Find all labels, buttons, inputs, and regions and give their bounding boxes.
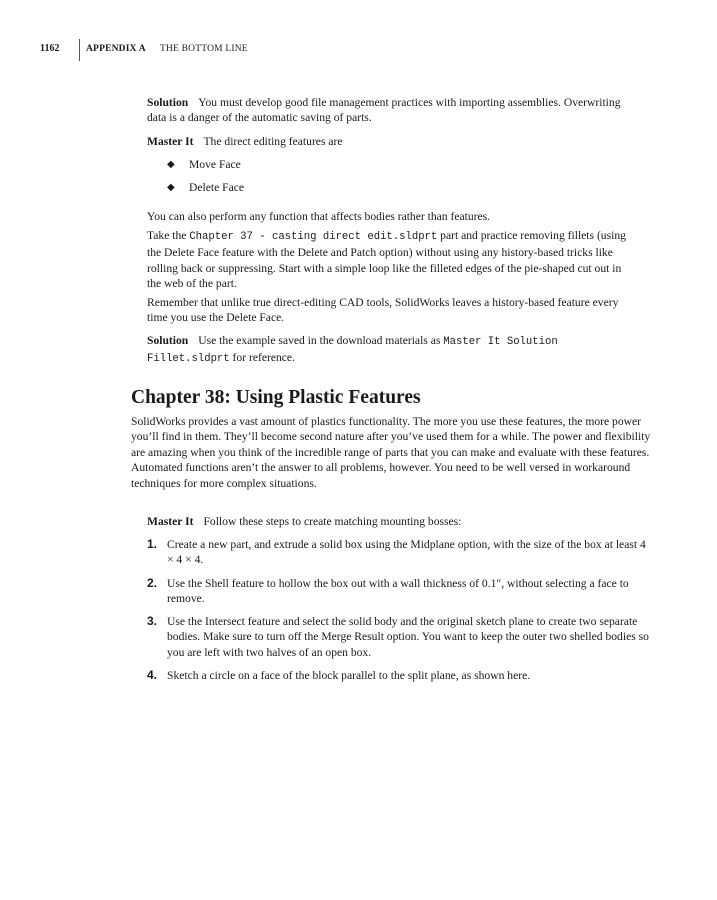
remember-paragraph: Remember that unlike true direct-editing CAD tools, SolidWorks leaves a history-based feature every time you use the Delete Face. <box>147 296 619 325</box>
page-number: 1162 <box>40 43 60 54</box>
master-it-text: Follow these steps to create matching mounting bosses: <box>203 515 462 528</box>
appendix-label: APPENDIX A <box>86 44 146 54</box>
solution-paragraph-1 <box>147 95 637 126</box>
file-name: Chapter 37 - casting direct edit.sldprt <box>189 231 438 243</box>
step-text: Use the Shell feature to hollow the box out with a wall thickness of 0.1″, without selecting a face to remove. <box>167 577 629 606</box>
bullet-text: Delete Face <box>189 181 245 194</box>
header-divider <box>79 39 80 61</box>
running-header <box>0 42 717 60</box>
running-title: THE BOTTOM LINE <box>160 44 248 54</box>
diamond-bullet-icon: ◆ <box>167 182 175 193</box>
step-number: 2. <box>147 576 158 590</box>
master-it-paragraph-1 <box>147 134 637 149</box>
bodies-paragraph: You can also perform any function that affects bodies rather than features. <box>147 210 491 223</box>
solution-label: Solution <box>147 96 189 109</box>
bullet-text: Move Face <box>189 158 241 171</box>
solution-text: You must develop good file management practices with importing assemblies. Overwriting data is a danger of the automatic saving of parts. <box>147 96 621 125</box>
step-number: 4. <box>147 668 158 682</box>
master-it-text: The direct editing features are <box>203 135 343 148</box>
master-it-label: Master It <box>147 135 194 148</box>
file-name: Fillet.sldprt <box>147 353 230 366</box>
master-it-label: Master It <box>147 515 194 528</box>
practice-paragraph: Take the Chapter 37 - casting direct edit.sldprt part and practice removing fillets (using the Delete Face feature with the Delete and Patch option) without using any history-based tricks like rolling back or suppressing. Start with a simple loop like the filleted edges of the pie-shaped cut out in the web of the part. <box>147 229 626 291</box>
master-it-paragraph-2 <box>147 514 637 529</box>
chapter-intro-paragraph: SolidWorks provides a vast amount of plastics functionality. The more you use these features, the more power you’ll find in them. They’ll become second nature after you’ve used them for a while. The power and flexibility are amazing when you think of the incredible range of parts that you can make and evaluate with these features. Automated functions aren’t the answer to all problems, however. You need to be well versed in workaround techniques for more complex situations. <box>131 415 651 490</box>
solution-paragraph-2: Solution Use the example saved in the download materials as Master It Solution Fillet.sldprt for reference. <box>147 334 558 366</box>
step-number: 3. <box>147 614 158 628</box>
chapter-heading: Chapter 38: Using Plastic Features <box>131 387 421 408</box>
step-text: Sketch a circle on a face of the block parallel to the split plane, as shown here. <box>167 669 531 682</box>
step-text: Use the Intersect feature and select the solid body and the original sketch plane to create two separate bodies. Make sure to turn off the Merge Result option. You want to keep the outer two shelled bodies so you are left with two halves of an open box. <box>167 615 649 659</box>
step-number: 1. <box>147 537 158 551</box>
diamond-bullet-icon: ◆ <box>167 159 175 170</box>
solution-label: Solution <box>147 334 189 347</box>
step-text: Create a new part, and extrude a solid box using the Midplane option, with the size of the box at least 4 × 4 × 4. <box>167 538 646 567</box>
file-name: Master It Solution <box>443 336 558 348</box>
